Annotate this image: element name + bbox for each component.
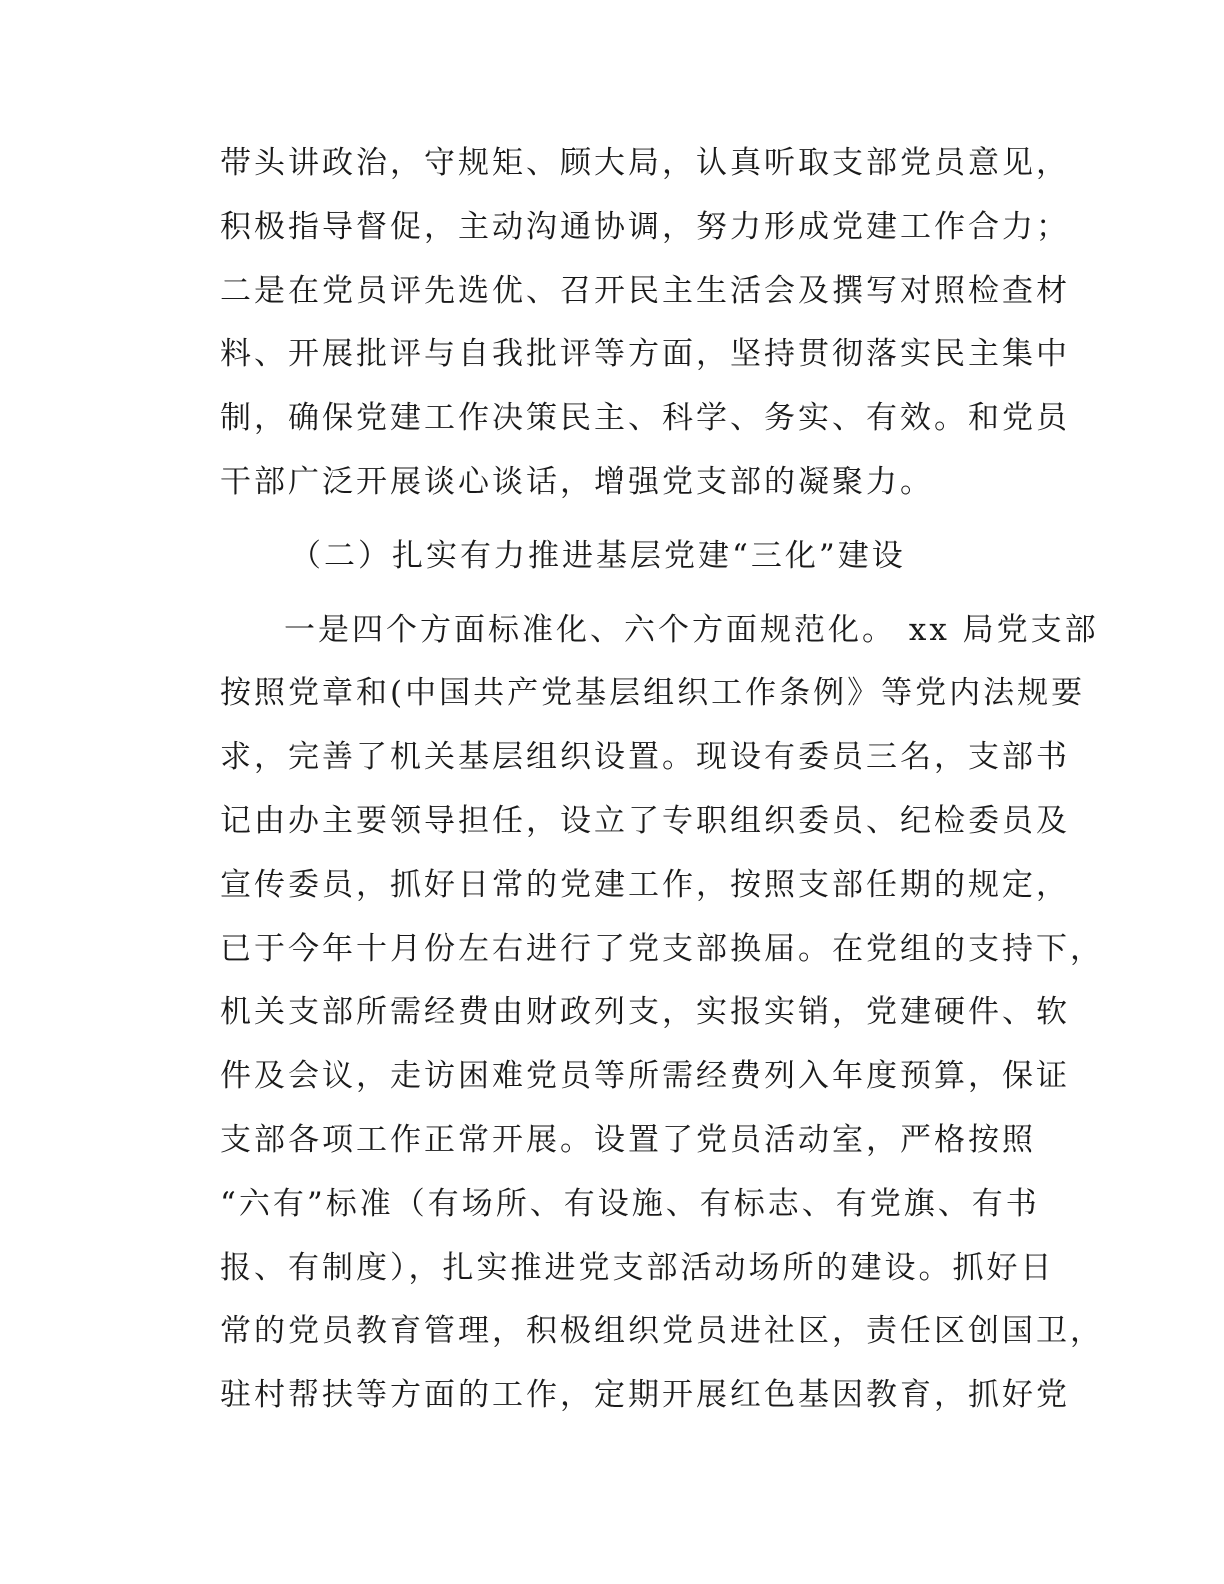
- text-line: 常的党员教育管理，积极组织党员进社区，责任区创国卫，: [220, 1313, 1104, 1350]
- text-line: 料、开展批评与自我批评等方面，坚持贯彻落实民主集中: [220, 336, 1070, 373]
- text-line: 机关支部所需经费由财政列支，实报实销，党建硬件、软: [220, 994, 1070, 1031]
- text-line: 干部广泛开展谈心谈话，增强党支部的凝聚力。: [220, 463, 934, 500]
- text-line: 二是在党员评先选优、召开民主生活会及撰写对照检查材: [220, 272, 1070, 309]
- text-line: 积极指导督促，主动沟通协调，努力形成党建工作合力；: [220, 208, 1070, 245]
- text-line: 带头讲政治，守规矩、顾大局，认真听取支部党员意见，: [220, 145, 1070, 181]
- text-line: 驻村帮扶等方面的工作，定期开展红色基因教育，抓好党: [220, 1377, 1070, 1414]
- text-line: 制，确保党建工作决策民主、科学、务实、有效。和党员: [220, 400, 1070, 437]
- text-line: “六有”标准（有场所、有设施、有标志、有党旗、有书: [220, 1185, 1040, 1222]
- document-body: [220, 132, 1104, 1428]
- text-line: 件及会议，走访困难党员等所需经费列入年度预算，保证: [220, 1058, 1070, 1095]
- paragraph-2: [220, 599, 1104, 1428]
- paragraph-1: [220, 132, 1070, 515]
- text-line: 记由办主要领导担任，设立了专职组织委员、纪检委员及: [220, 802, 1070, 839]
- text-line: 已于今年十月份左右进行了党支部换届。在党组的支持下，: [220, 930, 1104, 967]
- text-line: 支部各项工作正常开展。设置了党员活动室，严格按照: [220, 1121, 1036, 1158]
- section-heading: （二）扎实有力推进基层党建“三化”建设: [290, 537, 906, 574]
- text-line: 按照党章和(中国共产党基层组织工作条例》等党内法规要: [220, 675, 1086, 712]
- text-line: 一是四个方面标准化、六个方面规范化。 xx 局党支部: [284, 611, 1099, 648]
- text-line: 求，完善了机关基层组织设置。现设有委员三名，支部书: [220, 739, 1070, 776]
- text-line: 宣传委员，抓好日常的党建工作，按照支部任期的规定，: [220, 866, 1070, 903]
- text-line: 报、有制度），扎实推进党支部活动场所的建设。抓好日: [220, 1249, 1055, 1286]
